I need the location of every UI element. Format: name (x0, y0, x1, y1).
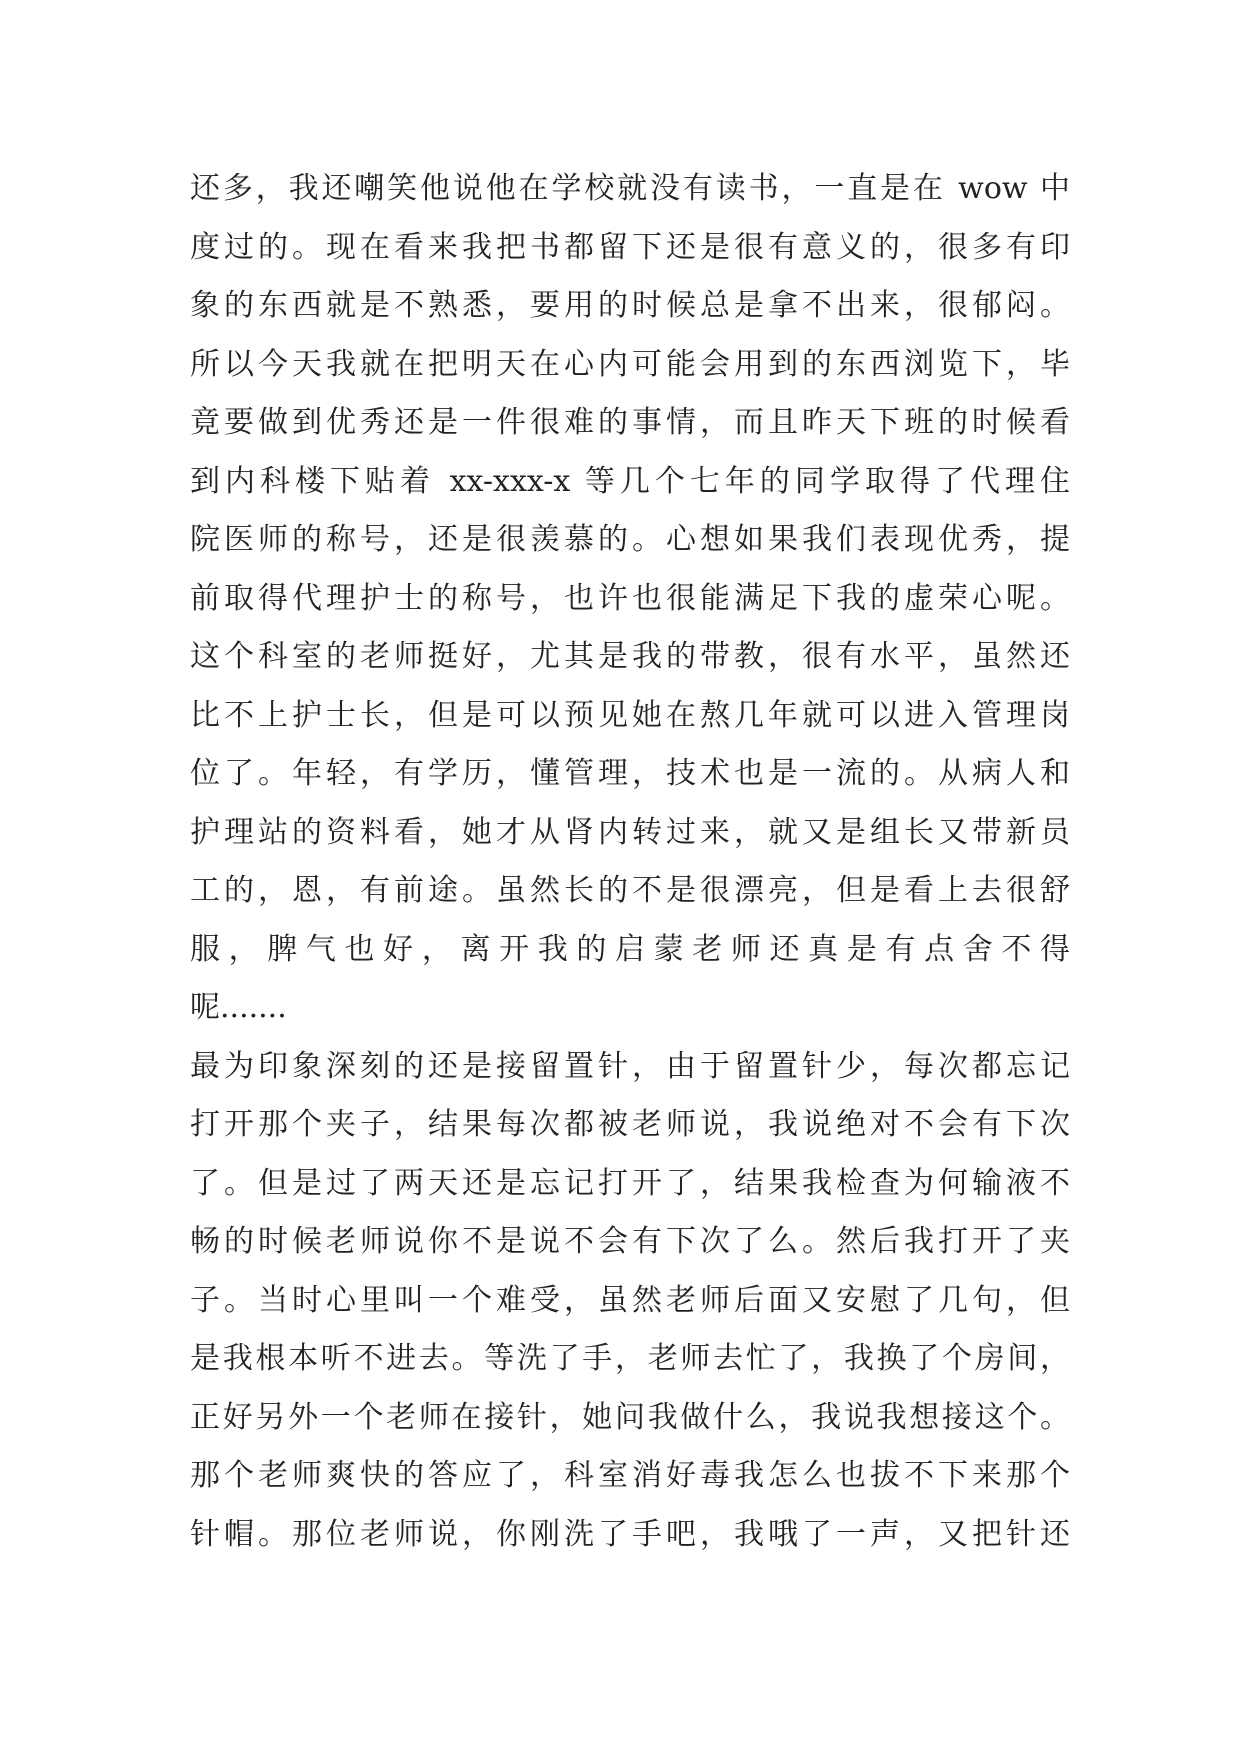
text-line: 针帽。那位老师说，你刚洗了手吧，我哦了一声，又把针还 (190, 1516, 1070, 1552)
text-line: 畅的时候老师说你不是说不会有下次了么。然后我打开了夹 (190, 1224, 1070, 1259)
text-line: 那个老师爽快的答应了，科室消好毒我怎么也拔不下来那个 (190, 1458, 1070, 1493)
text-line: 服，脾气也好，离开我的启蒙老师还真是有点舍不得 (190, 931, 1070, 967)
text-line: 子。当时心里叫一个难受，虽然老师后面又安慰了几句，但 (190, 1282, 1070, 1318)
text-line: 度过的。现在看来我把书都留下还是很有意义的，很多有印 (190, 229, 1070, 265)
text-line: 比不上护士长，但是可以预见她在熬几年就可以进入管理岗 (190, 697, 1070, 733)
text-line: 竟要做到优秀还是一件很难的事情，而且昨天下班的时候看 (190, 405, 1070, 440)
text-line: 工的，恩，有前途。虽然长的不是很漂亮，但是看上去很舒 (190, 873, 1070, 908)
body-text (190, 160, 1070, 1564)
text-line: 院医师的称号，还是很羡慕的。心想如果我们表现优秀，提 (190, 522, 1070, 557)
text-line: 是我根本听不进去。等洗了手，老师去忙了，我换了个房间， (190, 1341, 1070, 1376)
text-line: 最为印象深刻的还是接留置针，由于留置针少，每次都忘记 (190, 1048, 1070, 1084)
text-line: 了。但是过了两天还是忘记打开了，结果我检查为何输液不 (190, 1165, 1070, 1201)
text-line: 护理站的资料看，她才从肾内转过来，就又是组长又带新员 (190, 814, 1070, 850)
text-line: 所以今天我就在把明天在心内可能会用到的东西浏览下，毕 (190, 346, 1070, 382)
text-line: 前取得代理护士的称号，也许也很能满足下我的虚荣心呢。 (190, 580, 1070, 616)
text-line: 到内科楼下贴着 xx-xxx-x 等几个七年的同学取得了代理住 (190, 463, 1070, 499)
text-line: 还多，我还嘲笑他说他在学校就没有读书，一直是在 wow 中 (190, 171, 1070, 206)
text-line: 位了。年轻，有学历，懂管理，技术也是一流的。从病人和 (190, 756, 1070, 791)
text-line: 象的东西就是不熟悉，要用的时候总是拿不出来，很郁闷。 (190, 288, 1070, 323)
text-line: 打开那个夹子，结果每次都被老师说，我说绝对不会有下次 (190, 1107, 1070, 1142)
text-line: 呢....... (190, 990, 287, 1025)
text-line: 正好另外一个老师在接针，她问我做什么，我说我想接这个。 (190, 1399, 1070, 1435)
text-line: 这个科室的老师挺好，尤其是我的带教，很有水平，虽然还 (190, 639, 1070, 674)
